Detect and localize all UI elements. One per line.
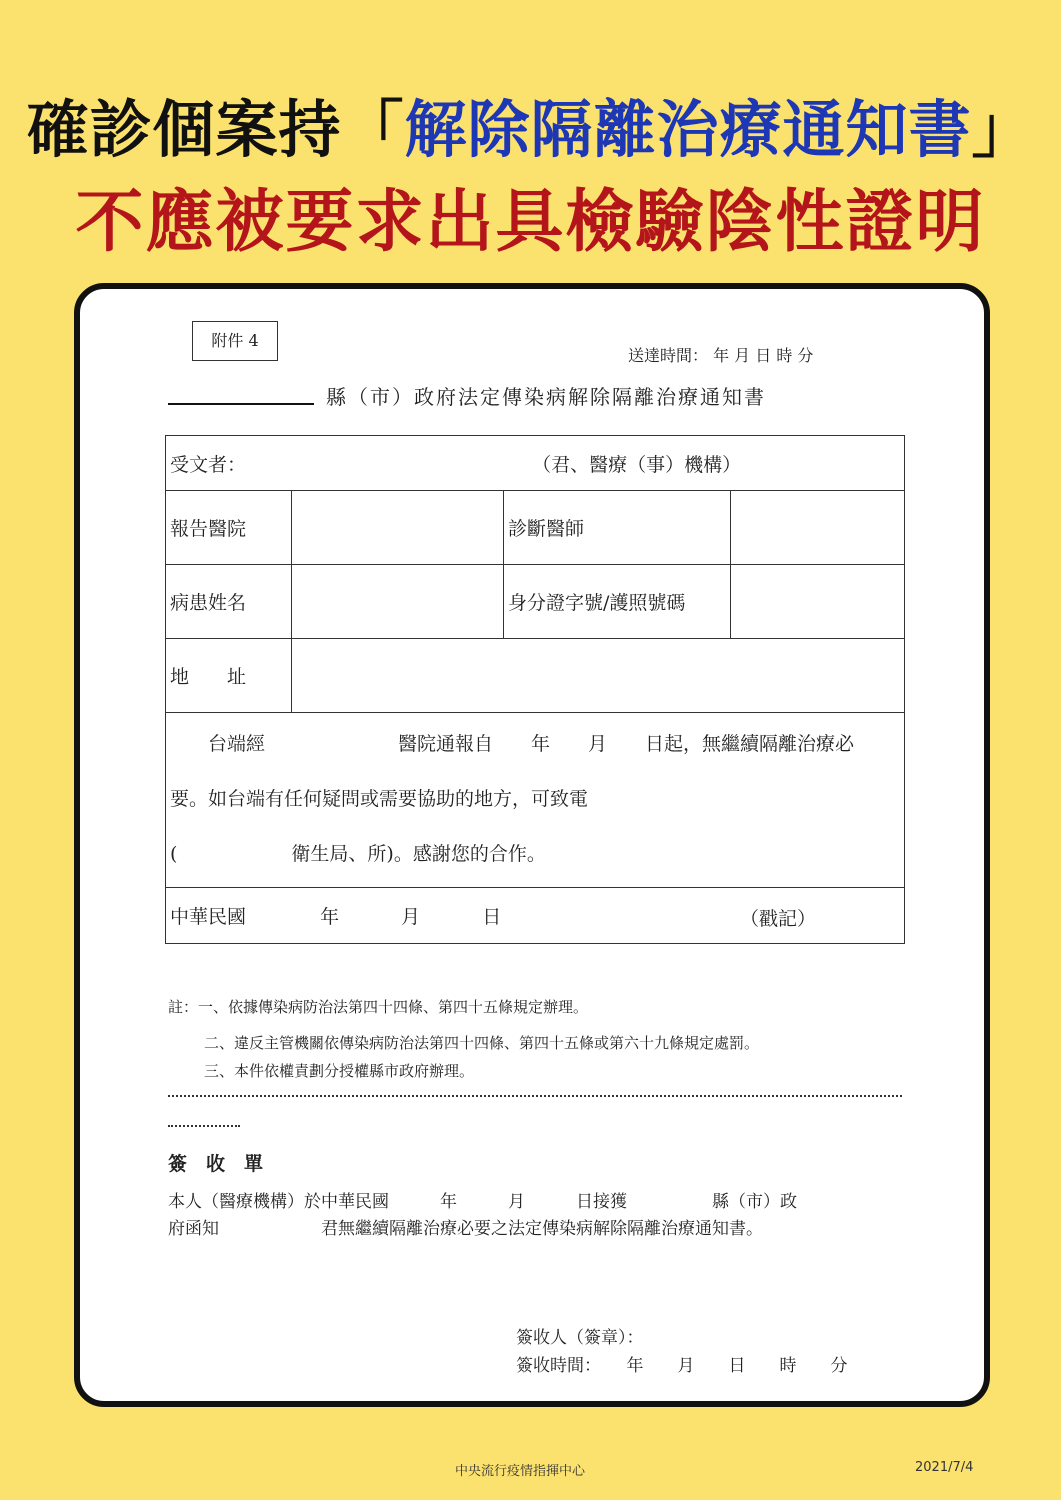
signer-label: 簽收人（簽章）： [516,1328,644,1348]
sign-time: 簽收時間： 年 月 日 時 分 [516,1356,848,1376]
date-day: 日 [482,906,502,928]
doctor-value[interactable] [731,491,905,565]
form-title: 縣（市）政府法定傳染病解除隔離治療通知書 [326,385,766,409]
note-3: 三、本件依權責劃分授權縣市政府辦理。 [204,1062,475,1080]
address-label: 地 址 [166,639,292,713]
notice-line-2: 要。如台端有任何疑問或需要協助的地方，可致電 [170,788,589,810]
id-label: 身分證字號/護照號碼 [504,565,731,639]
hospital-label: 報告醫院 [166,491,292,565]
delivery-time: 送達時間： 年 月 日 時 分 [628,346,814,365]
id-value[interactable] [731,565,905,639]
doctor-label: 診斷醫師 [504,491,731,565]
county-blank-line [168,403,314,405]
headline-line2: 不應被要求出具檢驗陰性證明 [75,183,986,262]
notice-table [165,435,905,944]
note-2: 二、違反主管機關依傳染病防治法第四十四條、第四十五條或第六十九條規定處罰。 [204,1034,760,1052]
cut-line [168,1095,902,1097]
attachment-label: 附件 4 [192,321,278,361]
receipt-line-2: 府函知 君無繼續隔離治療必要之法定傳染病解除隔離治療通知書。 [168,1219,763,1239]
hospital-value[interactable] [292,491,504,565]
footer-date: 2021/7/4 [915,1460,974,1475]
receipt-title: 簽 收 單 [168,1153,264,1175]
recipient-label: 受文者： [170,453,247,476]
address-value[interactable] [292,639,905,713]
note-1: 註：一、依據傳染病防治法第四十四條、第四十五條規定辦理。 [168,998,589,1016]
notice-line-3: ( 衛生局、所)。感謝您的合作。 [170,843,546,865]
patient-label: 病患姓名 [166,565,292,639]
recipient-suffix: （君、醫療（事）機構） [532,453,742,476]
notice-text-cell [166,713,905,888]
footer-org: 中央流行疫情指揮中心 [455,1464,586,1479]
recipient-cell [166,436,905,491]
date-label: 中華民國 [170,906,247,928]
date-month: 月 [401,906,421,928]
seal-label: （戳記） [740,908,817,930]
headline-suffix: 」 [971,93,1035,166]
date-year: 年 [320,906,340,928]
date-seal-cell [166,888,905,944]
notice-line-1: 台端經 醫院通報自 年 月 日起，無繼續隔離治療必 [170,733,855,755]
notice-form-card [74,283,990,1407]
patient-value[interactable] [292,565,504,639]
cut-line-continued [168,1125,240,1127]
receipt-line-1: 本人（醫療機構）於中華民國 年 月 日接獲 縣（市）政 [168,1192,797,1212]
headline-prefix: 確診個案持「 [26,93,405,166]
headline-line1 [0,80,1061,169]
headline-highlight: 解除隔離治療通知書 [404,93,972,166]
